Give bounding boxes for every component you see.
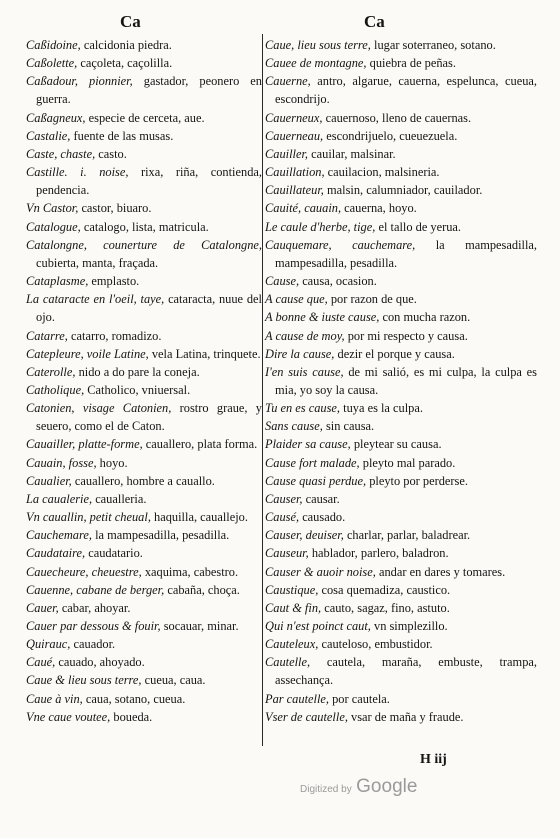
dictionary-entry [265,218,537,236]
dictionary-entry [26,109,262,127]
entry-definition: cauernoso, lleno de cauernas. [325,110,472,125]
entry-headword: Vn Castor, [26,201,79,216]
entry-headword: Caßidoine, [26,38,81,52]
dictionary-entry [265,308,537,326]
dictionary-entry [26,472,262,490]
dictionary-entry [265,145,537,163]
entry-definition: Catholico, vniuersal. [87,382,191,397]
entry-definition: la mampesadilla, mampesadilla, pesadilla. [275,237,538,270]
entry-definition: vela Latina, trinquete. [151,346,261,361]
dictionary-entry [26,363,262,381]
dictionary-entry [26,199,262,217]
dictionary-entry [26,381,262,399]
dictionary-entry [265,290,537,308]
entry-headword: Par cautelle, [265,691,329,706]
left-column [26,36,262,726]
entry-definition: vn simplezillo. [374,619,448,633]
entry-headword: Caue à vin, [26,691,83,706]
entry-headword: Caualier, [26,473,72,488]
entry-definition: cosa quemadiza, caustico. [321,582,451,597]
entry-headword: Cauchemare, [26,528,92,543]
right-column [265,36,537,726]
entry-definition: charlar, parlar, baladrear. [346,528,471,543]
dictionary-entry [26,617,262,635]
entry-definition: cautela, maraña, embuste, trampa, assechança. [275,655,537,688]
entry-definition: andar en dares y tomares. [378,564,506,579]
entry-definition: cubierta, manta, fraçada. [36,255,159,270]
entry-headword: Causer & auoir noise, [265,564,376,579]
entry-definition: malsin, calumniador, cauilador. [326,183,483,198]
entry-headword: Cauain, fosse, [26,455,97,470]
entry-headword: Cause quasi perdue, [265,473,367,488]
entry-headword: Catalongne, counerture de Catalongne, [26,237,262,252]
entry-headword: Cauenne, cabane de berger, [26,582,165,597]
entry-headword: Causé, [265,510,300,525]
entry-headword: Caue, lieu sous terre, [265,38,371,52]
entry-headword: Cauquemare, cauchemare, [265,237,416,252]
entry-headword: Catalogue, [26,219,81,234]
entry-headword: Quirauc, [26,637,71,652]
dictionary-entry [265,544,537,562]
entry-definition: causa, ocasion. [302,274,377,289]
dictionary-entry [26,599,262,617]
entry-headword: Cautelle, [265,655,311,670]
dictionary-entry [26,490,262,508]
entry-definition: catarro, romadizo. [71,328,162,343]
entry-definition: xaquima, cabestro. [144,564,239,579]
entry-definition: cauador. [73,637,116,652]
dictionary-entry [265,563,537,581]
entry-definition: por mi respecto y causa. [347,328,468,343]
entry-headword: Causer, [265,491,303,506]
dictionary-entry [26,435,262,453]
entry-headword: A cause que, [265,292,328,307]
dictionary-entry [265,581,537,599]
entry-headword: Cauecheure, cheuestre, [26,564,142,579]
entry-definition: casto. [98,146,127,161]
entry-definition: pleyto mal parado. [362,455,456,470]
dictionary-entry [26,36,262,54]
entry-headword: Caut & fin, [265,600,322,615]
dictionary-entry [265,526,537,544]
dictionary-entry [265,617,537,635]
entry-headword: Cataplasme, [26,274,89,289]
entry-headword: Caustique, [265,582,319,597]
entry-headword: Qui n'est poinct caut, [265,619,371,633]
entry-headword: Cause, [265,274,300,289]
dictionary-entry [265,417,537,435]
entry-definition: por cautela. [332,691,390,706]
entry-definition: por razon de que. [330,292,417,307]
entry-definition: fuente de las musas. [73,128,174,143]
dictionary-entry [26,218,262,236]
entry-headword: Cause fort malade, [265,455,360,470]
entry-definition: nido a do pare la coneja. [78,364,200,379]
entry-definition: caudatario. [88,546,143,561]
entry-headword: La caualerie, [26,491,93,506]
dictionary-entry [265,472,537,490]
entry-headword: Caßagneux, [26,110,86,125]
dictionary-entry [26,544,262,562]
entry-headword: A bonne & iuste cause, [265,310,380,325]
dictionary-entry [26,272,262,290]
entry-definition: castor, biuaro. [81,201,152,216]
entry-headword: Cauerneux, [265,110,323,125]
running-head-right: Ca [364,12,385,31]
entry-definition: caualleria. [95,491,147,506]
entry-definition: cauilacion, malsineria. [327,165,440,180]
dictionary-entry [265,72,537,108]
entry-headword: Caue & lieu sous terre, [26,673,142,688]
entry-headword: Causer, deuiser, [265,528,344,543]
dictionary-entry [26,708,262,726]
entry-definition: vsar de maña y fraude. [351,709,464,724]
entry-definition: sin causa. [325,419,375,434]
entry-definition: cabar, ahoyar. [61,600,131,615]
entry-headword: Caterolle, [26,364,76,379]
dictionary-entry [26,127,262,145]
entry-headword: Caué, [26,655,56,670]
entry-definition: especie de cerceta, aue. [88,110,205,125]
entry-definition: caçoleta, caçolilla. [80,56,173,71]
dictionary-entry [265,109,537,127]
entry-headword: Cauiller, [265,146,309,161]
entry-definition: pleyto por perderse. [369,473,468,488]
entry-definition: causado. [302,510,346,525]
dictionary-entry [265,508,537,526]
entry-headword: Caßolette, [26,56,78,71]
dictionary-entry [265,708,537,726]
column-rule [262,34,263,746]
entry-definition: cauallero, hombre a cauallo. [74,473,215,488]
entry-headword: Sans cause, [265,419,323,434]
entry-definition: antro, algarue, cauerna, espelunca, cueua, escondrijo. [275,74,537,107]
entry-definition: lugar soterraneo, sotano. [374,38,496,52]
dictionary-entry [265,181,537,199]
entry-definition: con mucha razon. [382,310,471,325]
entry-headword: La cataracte en l'oeil, taye, [26,292,165,307]
entry-definition: rostro graue, y seuero, como el de Caton. [36,401,262,434]
entry-headword: Cauité, cauain, [265,201,342,216]
entry-definition: cabaña, choça. [167,582,240,597]
entry-headword: Vn cauallin, petit cheual, [26,510,151,525]
entry-definition: boueda. [113,709,153,724]
entry-headword: Caste, chaste, [26,146,96,161]
entry-headword: Causeur, [265,546,309,561]
entry-headword: Castille. i. noise, [26,165,129,180]
dictionary-entry [26,54,262,72]
dictionary-entry [26,526,262,544]
entry-definition: escondrijuelo, cueuezuela. [326,128,458,143]
dictionary-entry [26,236,262,272]
entry-definition: causar. [305,491,340,506]
entry-definition: hoyo. [99,455,128,470]
dictionary-entry [26,581,262,599]
entry-headword: Castalie, [26,128,71,143]
entry-headword: Tu en es cause, [265,401,341,416]
entry-headword: Caudataire, [26,546,86,561]
entry-headword: Cauee de montagne, [265,56,367,71]
dictionary-entry [26,635,262,653]
dictionary-entry [265,490,537,508]
entry-headword: Dire la cause, [265,346,335,361]
dictionary-entry [265,236,537,272]
entry-headword: Le caule d'herbe, tige, [265,219,376,234]
dictionary-entry [265,54,537,72]
entry-definition: cueua, caua. [144,673,206,688]
entry-headword: I'en suis cause, [265,364,344,379]
dictionary-entry [265,345,537,363]
watermark-brand: Google [356,776,418,797]
entry-definition: cauilar, malsinar. [311,146,396,161]
dictionary-entry [26,454,262,472]
entry-headword: Cauillation, [265,165,325,180]
entry-definition: el tallo de yerua. [378,219,462,234]
dictionary-entry [26,690,262,708]
entry-definition: caua, sotano, cueua. [85,691,186,706]
entry-definition: de mi salió, es mi culpa, la culpa es mia, yo soy la causa. [275,364,537,397]
entry-headword: Catholique, [26,382,85,397]
entry-definition: tuya es la culpa. [343,401,423,416]
entry-headword: Cauerneau, [265,128,324,143]
dictionary-entry [265,363,537,399]
dictionary-entry [265,199,537,217]
dictionary-entry [265,454,537,472]
dictionary-entry [26,653,262,671]
dictionary-entry [265,127,537,145]
dictionary-entry [265,635,537,653]
entry-headword: Cauteleux, [265,637,319,652]
entry-headword: Cauailler, platte-forme, [26,437,143,452]
entry-definition: rixa, riña, contienda, pendencia. [36,165,262,198]
entry-definition: catalogo, lista, matricula. [83,219,209,234]
dictionary-entry [265,690,537,708]
entry-definition: cauteloso, embustidor. [321,637,433,652]
dictionary-entry [26,345,262,363]
dictionary-entry [265,435,537,453]
dictionary-entry [26,327,262,345]
entry-definition: emplasto. [91,274,140,289]
dictionary-entry [265,327,537,345]
watermark-digitized-by: Digitized by [300,784,352,795]
entry-definition: cauado, ahoyado. [58,655,145,670]
entry-definition: la mampesadilla, pesadilla. [95,528,230,543]
entry-headword: Cauillateur, [265,183,324,198]
entry-definition: calcidonia piedra. [83,38,172,52]
dictionary-entry [26,671,262,689]
entry-headword: Cauerne, [265,74,311,89]
entry-headword: Caßadour, pionnier, [26,74,133,89]
dictionary-entry [265,653,537,689]
entry-definition: cauallero, plata forma. [145,437,258,452]
entry-definition: hablador, parlero, baladron. [311,546,449,561]
dictionary-entry [265,163,537,181]
entry-definition: socauar, minar. [163,619,239,633]
entry-headword: Plaider sa cause, [265,437,351,452]
entry-headword: Catarre, [26,328,68,343]
entry-definition: dezir el porque y causa. [337,346,455,361]
dictionary-entry [265,599,537,617]
dictionary-entry [26,563,262,581]
entry-headword: Cauer, [26,600,59,615]
dictionary-entry [265,272,537,290]
watermark [300,776,417,798]
signature-mark: H iij [420,752,447,767]
entry-definition: quiebra de peñas. [369,56,456,71]
entry-definition: cataracta, nuue del ojo. [36,292,262,325]
dictionary-entry [26,290,262,326]
dictionary-entry [26,163,262,199]
entry-definition: cauto, sagaz, fino, astuto. [324,600,450,615]
entry-headword: Vser de cautelle, [265,709,348,724]
entry-headword: Vne caue voutee, [26,709,111,724]
entry-definition: gastador, peonero en guerra. [36,74,262,107]
dictionary-entry [26,72,262,108]
entry-headword: Catepleure, voile Latine, [26,346,149,361]
dictionary-entry [265,36,537,54]
entry-headword: A cause de moy, [265,328,345,343]
entry-definition: haquilla, cauallejo. [154,510,248,525]
entry-headword: Cauer par dessous & fouir, [26,619,161,633]
dictionary-entry [265,399,537,417]
entry-definition: cauerna, hoyo. [344,201,417,216]
entry-definition: pleytear su causa. [353,437,442,452]
dictionary-entry [26,145,262,163]
entry-headword: Catonien, visage Catonien, [26,401,172,416]
dictionary-entry [26,508,262,526]
dictionary-entry [26,399,262,435]
running-head-left: Ca [120,12,141,31]
